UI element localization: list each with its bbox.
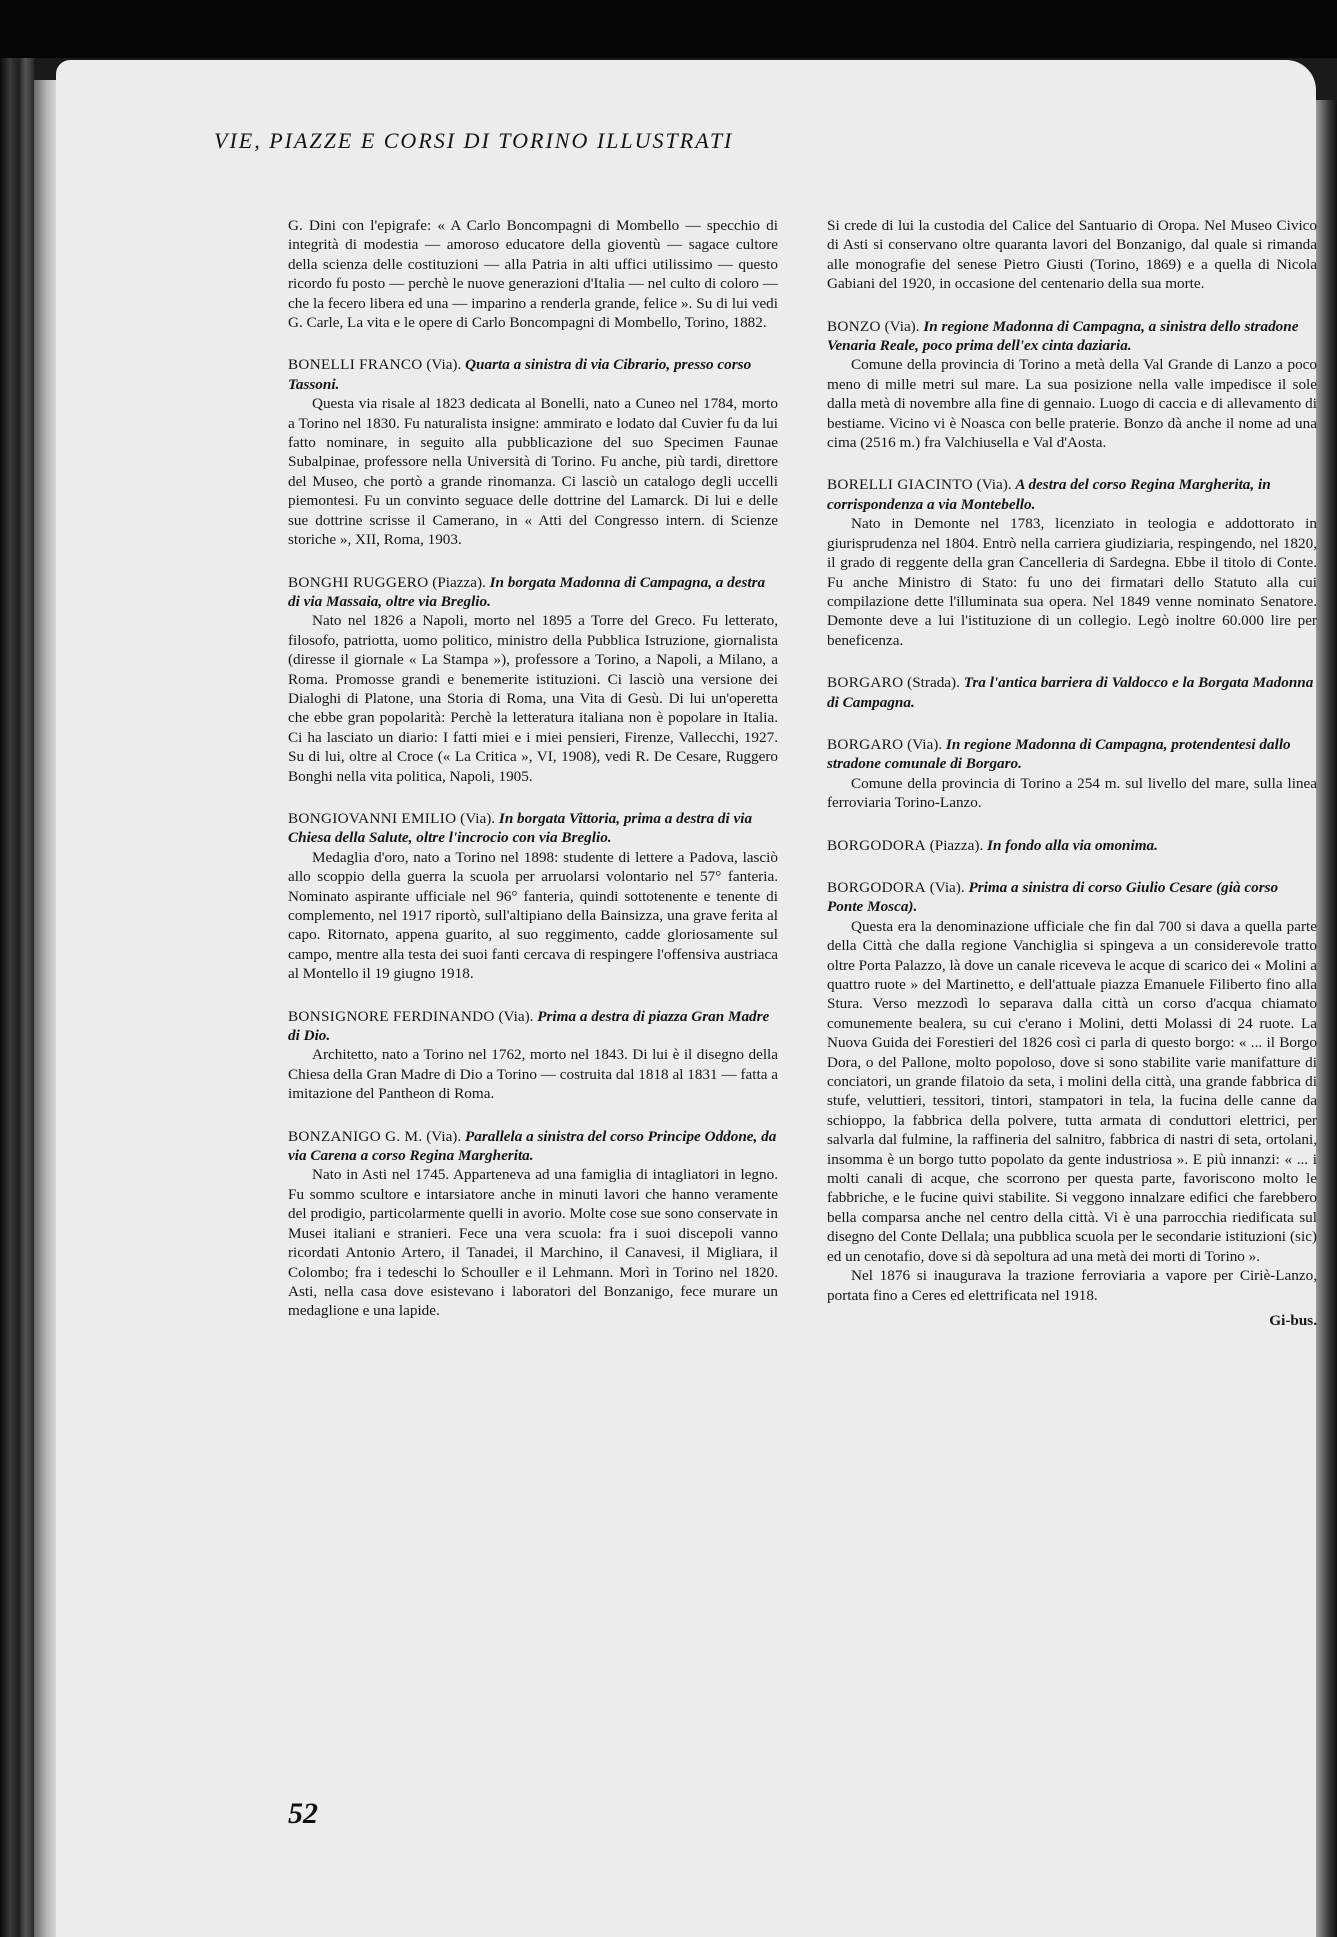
entry-text: Comune della provincia di Torino a 254 m. sul livello del mare, sulla linea ferroviaria Torino-Lanzo. bbox=[827, 774, 1317, 812]
entry-text: Architetto, nato a Torino nel 1762, morto nel 1843. Di lui è il disegno della Chiesa della Gran Madre di Dio a Torino — costruita dal 1818 al 1831 — fatta a imitazione del Pantheon di Roma. bbox=[288, 1046, 778, 1103]
book-binding bbox=[0, 58, 34, 1937]
entry-type: (Piazza). bbox=[929, 836, 984, 854]
entry-name: BORELLI GIACINTO bbox=[827, 476, 973, 494]
entry-bonzanigo bbox=[288, 1127, 778, 1321]
entry-type: (Via). bbox=[976, 476, 1012, 494]
entry-bonelli bbox=[288, 355, 778, 549]
entry-text: Comune della provincia di Torino a metà della Val Grande di Lanzo a poco meno di mille metri sul mare. La sua posizione nella valle impedisce il sole dalla metà di novembre alla fine di gennaio. Luogo di caccia e di allevamento di bestiame. Vicino vi è Noasca con belle praterie. Bonzo dà anche il nome ad una cima (2516 m.) fra Valchiusella e Val d'Aosta. bbox=[827, 356, 1317, 452]
entry-type: (Via). bbox=[907, 735, 943, 753]
entry-title bbox=[827, 735, 1317, 774]
entry-type: (Via). bbox=[426, 356, 462, 374]
author-signature: Gi-bus. bbox=[1269, 1311, 1317, 1329]
entry-location: In fondo alla via omonima. bbox=[987, 836, 1158, 854]
entry-bonzo bbox=[827, 317, 1317, 453]
entry-name: BORGODORA bbox=[827, 836, 926, 854]
entry-location: A destra del corso Regina Margherita, in corrispondenza a via Montebello. bbox=[827, 476, 1271, 513]
entry-bonsignore bbox=[288, 1007, 778, 1104]
entry-type: (Via). bbox=[426, 1127, 462, 1145]
page-right-edge bbox=[1316, 100, 1337, 1937]
entry-text-continued: Nel 1876 si inaugurava la trazione ferroviaria a vapore per Ciriè-Lanzo, portata fino a Ceres ed elettrificata nel 1918. bbox=[827, 1267, 1317, 1304]
entry-location: Parallela a sinistra del corso Principe Oddone, da via Carena a corso Regina Margherita. bbox=[288, 1127, 777, 1165]
entry-type: (Strada). bbox=[907, 674, 960, 692]
page-curl-shadow bbox=[34, 80, 56, 1937]
entry-type: (Via). bbox=[929, 878, 965, 896]
entry-text: Nato nel 1826 a Napoli, morto nel 1895 a Torre del Greco. Fu letterato, filosofo, patriotta, uomo politico, ministro della Pubblica Istruzione, giornalista (diresse il giornale « La Stampa »), professore a Torino, a Napoli, a Milano, a Roma. Promosse grandi e benemerite istituzioni. Ci lasciò una versione dei Dialoghi di Platone, una Storia di Roma, una Vita di Gesù. Di lui un'operetta che ebbe gran popolarità: Perchè la letteratura italiana non è popolare in Italia. Ci ha lasciato un diario: I fatti miei e i miei pensieri, Firenze, Vallecchi, 1927. Su di lui, oltre al Croce (« La Critica », VI, 1908), vedi R. De Cesare, Ruggero Bonghi nella vita politica, Napoli, 1905. bbox=[288, 612, 778, 785]
entry-location: In regione Madonna di Campagna, protendentesi dallo stradone comunale di Borgaro. bbox=[827, 735, 1291, 773]
entry-location: Prima a sinistra di corso Giulio Cesare (già corso Ponte Mosca). bbox=[827, 878, 1279, 916]
entry-text: Questa era la denominazione ufficiale che fin dal 700 si dava a quella parte della Città che dalla regione Vanchiglia si spingeva a un considerevole tratto oltre Porta Palazzo, là dove un canale riceveva le acque di scarico dei « Molini a quattro ruote » del Martinetto, e dell'attuale piazza Emanuele Filiberto fino alla Stura. Verso mezzodì lo separava dalla città un corso d'acqua chiamato comunemente bealera, su cui c'erano i Molini, detti Molassi di 24 ruote. La Nuova Guida dei Forestieri del 1826 così ci parla di questo borgo: « ... il Borgo Dora, o del Pallone, molto popoloso, dove si sono stabilite varie manifatture di conciatori, un grande filatoio da seta, i molini della città, una grande fabbrica di stufe, veluttieri, tessitori, tintori, stampatori in tela, la fucina delle canne da schioppo, la fabbrica della polvere, tutta armata di conduttori elettrici, per salvarla dal fulmine, la raffineria del salnitro, fabbrica di nastri di seta, ortolani, insomma è un borgo tutto popolato da gente industriosa ». E più innanzi: « ... i molti canali di acque, che scorrono per questa parte, favoriscono molto le fabbriche, e le fucine quivi stabilite. Si veggono innalzare edifici che farebbero bella comparsa anche nel centro della città. Vi è una parrocchia riedificata sul disegno del Conte Dellala; una pubblica scuola per le secondarie istituzioni (sic) ed un cenotafio, dove si dà sepoltura ad una metà dei morti di Torino ». bbox=[827, 917, 1317, 1265]
entry-borgodora-via bbox=[827, 878, 1317, 1330]
page-number: 52 bbox=[288, 1797, 318, 1830]
entry-text: Questa via risale al 1823 dedicata al Bonelli, nato a Cuneo nel 1784, morto a Torino nel 1830. Fu naturalista insigne: ammirato e lodato dal Cuvier fu da lui fatto nominare, in seguito alla pubblicazione del suo Specimen Faunae Subalpinae, professore nella Università di Torino. Fu anche, più tardi, direttore del Museo, che portò a grande rinomanza. Ci lasciò un catalogo degli uccelli piemontesi. Fu un convinto seguace delle dottrine del Lamarck. Di lui e delle sue dottrine scrisse il Camerano, in « Atti del Congresso intern. di Scienze storiche », XII, Roma, 1903. bbox=[288, 395, 778, 549]
entry-title bbox=[827, 317, 1317, 356]
entry-text: Medaglia d'oro, nato a Torino nel 1898: studente di lettere a Padova, lasciò allo scoppio della guerra la scuola per arruolarsi volontario nel 57° fanteria. Nominato aspirante ufficiale nel 96° fanteria, quindi sottotenente e tenente di complemento, nel 1917 riportò, sull'altipiano della Bainsizza, una grave ferita al capo. Ritornato, appena guarito, al suo reggimento, cadde gloriosamente sul campo, mentre alla testa dei suoi fanti cercava di respingere l'offensiva austriaca al Montello il 19 giugno 1918. bbox=[288, 848, 778, 983]
entry-text: Nato in Demonte nel 1783, licenziato in teologia e addottorato in giurisprudenza nel 1804. Entrò nella carriera giudiziaria, respingendo, nel 1820, il grado di reggente della gran Cancelleria di Sardegna. Ebbe il titolo di Conte. Fu anche Ministro di Stato: fu uno dei firmatari dello Statuto alla cui compilazione dette l'illuminata sua opera. Nel 1849 venne nominato Senatore. Demonte deve a lui l'istituzione di un collegio. Legò inoltre 60.000 lire per beneficenza. bbox=[827, 515, 1317, 649]
entry-type: (Via). bbox=[460, 809, 496, 827]
entry-borgaro-via bbox=[827, 735, 1317, 813]
entry-name: BONGIOVANNI EMILIO bbox=[288, 809, 457, 827]
entry-title bbox=[288, 1007, 778, 1046]
entry-name: BORGARO bbox=[827, 735, 904, 753]
entry-location: In borgata Vittoria, prima a destra di via Chiesa della Salute, oltre l'incrocio con via Breglio. bbox=[288, 809, 753, 847]
running-header: VIE, PIAZZE E CORSI DI TORINO ILLUSTRATI bbox=[214, 128, 734, 153]
entry-name: BONGHI RUGGERO bbox=[288, 573, 429, 591]
left-intro bbox=[288, 216, 778, 332]
entry-title bbox=[288, 355, 778, 394]
entry-text: Nato in Asti nel 1745. Apparteneva ad una famiglia di intagliatori in legno. Fu sommo scultore e intarsiatore anche in minuti lavori che hanno veramente del prodigio, particolarmente quelli in avorio. Molte cose sue sono conservate in Musei italiani e stranieri. Fece una vera scuola: fra i suoi discepoli vanno ricordati Antonio Artero, il Tanadei, il Marchino, il Canavesi, il Migliara, il Colombo; fra i tedeschi lo Schouller e il Lehmann. Morì in Torino nel 1820. Asti, nella casa dove esistevano i laboratori del Bonzanigo, fece murare un medaglione e una lapide. bbox=[288, 1166, 778, 1320]
entry-title bbox=[827, 475, 1317, 514]
entry-borelli bbox=[827, 475, 1317, 650]
entry-borgaro-strada bbox=[827, 673, 1317, 712]
entry-name: BONSIGNORE FERDINANDO bbox=[288, 1007, 495, 1025]
entry-location: In regione Madonna di Campagna, a sinistra dello stradone Venaria Reale, poco prima dell'ex cinta daziaria. bbox=[827, 317, 1299, 355]
entry-name: BORGARO bbox=[827, 674, 904, 692]
entry-type: (Piazza). bbox=[432, 573, 486, 591]
entry-location: Prima a destra di piazza Gran Madre di Dio. bbox=[288, 1007, 770, 1045]
right-intro bbox=[827, 216, 1317, 294]
entry-bonghi bbox=[288, 573, 778, 786]
entry-title bbox=[827, 673, 1317, 712]
entry-title bbox=[288, 809, 778, 848]
left-intro-text: G. Dini con l'epigrafe: « A Carlo Boncompagni di Mombello — specchio di integrità di modestia — amoroso educatore della gioventù — sagace cultore della scienza delle costituzioni — alla Patria in alti uffici utilissimo — questo ricordo fu posto — perchè le nuove generazioni d'Italia — nel culto di coloro — che la fecero libera ed una — imparino a renderla grande, felice ». Su di lui vedi G. Carle, La vita e le opere di Carlo Boncompagni di Mombello, Torino, 1882. bbox=[288, 217, 778, 332]
entry-name: BONZO bbox=[827, 317, 881, 335]
entry-name: BONZANIGO G. M. bbox=[288, 1127, 423, 1145]
entry-type: (Via). bbox=[498, 1007, 534, 1025]
left-column bbox=[288, 216, 778, 1344]
entry-bongiovanni bbox=[288, 809, 778, 984]
entry-title bbox=[288, 1127, 778, 1166]
entry-location: In borgata Madonna di Campagna, a destra di via Massaia, oltre via Breglio. bbox=[288, 573, 766, 610]
right-intro-text: Si crede di lui la custodia del Calice del Santuario di Oropa. Nel Museo Civico di Asti si conservano oltre quaranta lavori del Bonzanigo, dal quale si rimanda alle monografie del senese Pietro Giusti (Torino, 1869) e a quella di Nicola Gabiani del 1920, in occasione del centenario della sua morte. bbox=[827, 217, 1317, 293]
entry-location: Quarta a sinistra di via Cibrario, presso corso Tassoni. bbox=[288, 356, 752, 393]
entry-name: BORGODORA bbox=[827, 878, 926, 896]
entry-borgodora-piazza bbox=[827, 836, 1317, 855]
entry-location: Tra l'antica barriera di Valdocco e la Borgata Madonna di Campagna. bbox=[827, 674, 1314, 711]
entry-name: BONELLI FRANCO bbox=[288, 356, 423, 374]
scan-top-border bbox=[0, 0, 1337, 58]
entry-title bbox=[827, 878, 1317, 917]
right-column bbox=[827, 216, 1317, 1353]
entry-title bbox=[288, 573, 778, 612]
entry-title bbox=[827, 836, 1317, 855]
entry-type: (Via). bbox=[884, 317, 920, 335]
